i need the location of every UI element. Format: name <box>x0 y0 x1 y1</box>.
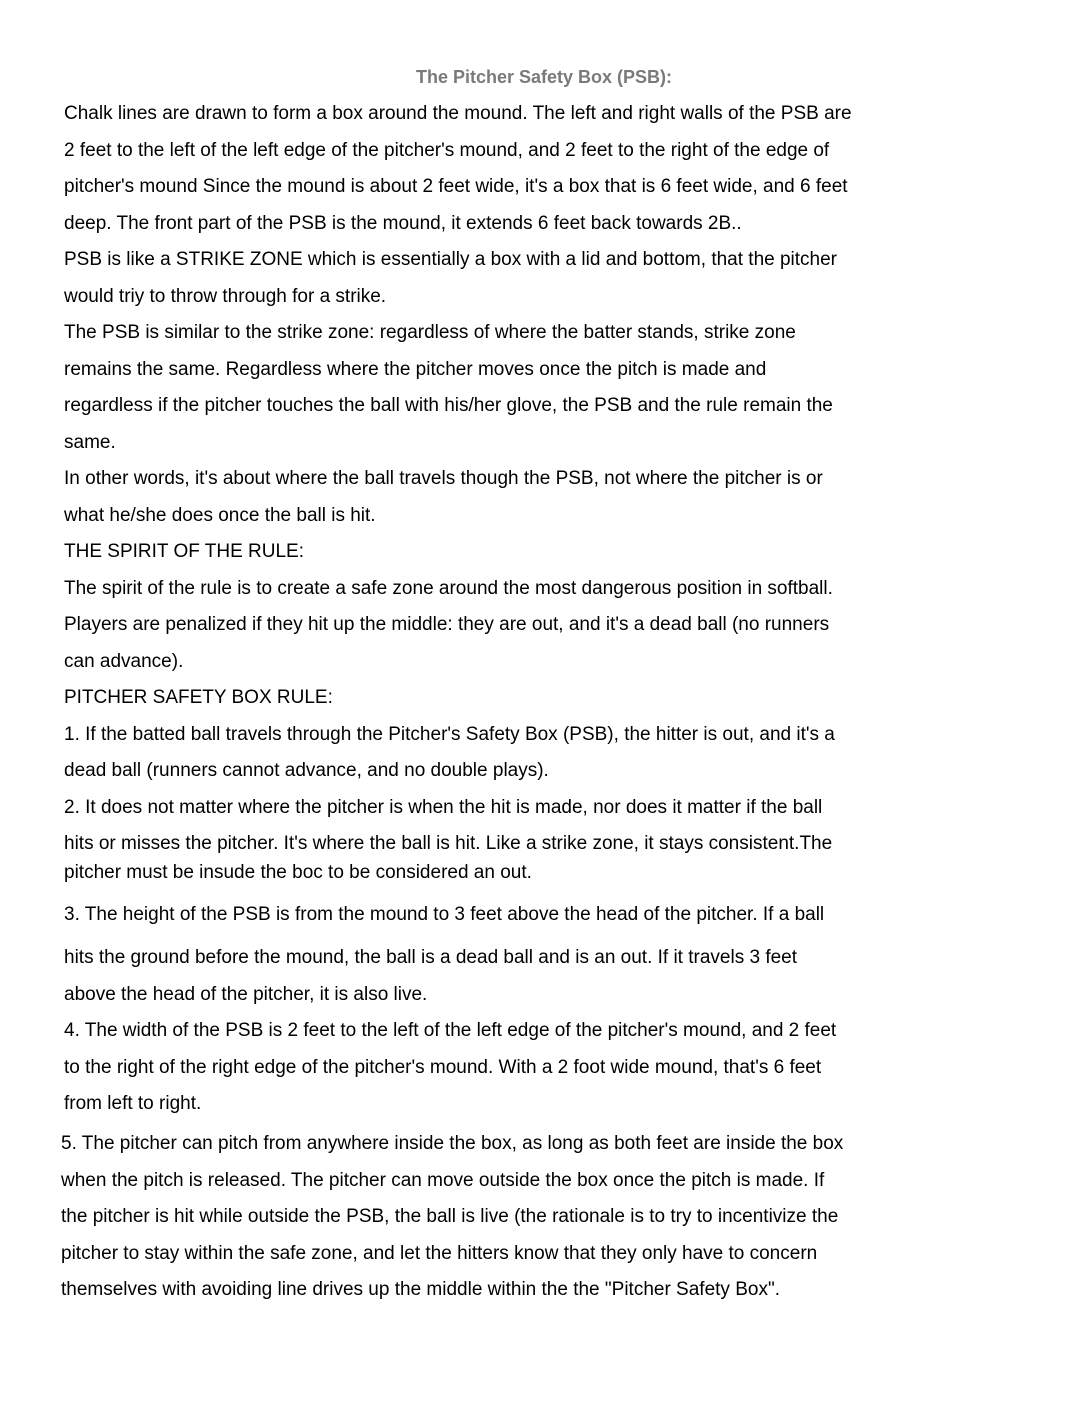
rule-5-block <box>61 1126 961 1309</box>
rule-4-line: 4. The width of the PSB is 2 feet to the left of the left edge of the pitcher's mound, and 2 feet <box>64 1020 837 1041</box>
rule-5-line: the pitcher is hit while outside the PSB, the ball is live (the rationale is to try to incentivize the <box>61 1206 839 1227</box>
rule-4-line: to the right of the right edge of the pitcher's mound. With a 2 foot wide mound, that's 6 feet <box>64 1056 822 1078</box>
rule-3-block <box>64 897 964 934</box>
intro-block <box>64 96 964 863</box>
text-line: same. <box>64 431 116 453</box>
rule-3-line: 3. The height of the PSB is from the mound to 3 feet above the head of the pitcher. If a ball <box>64 904 825 925</box>
rule-2-line: 2. It does not matter where the pitcher is when the hit is made, nor does it matter if the ball <box>64 796 823 818</box>
text-line: regardless if the pitcher touches the ball with his/her glove, the PSB and the rule remain the <box>64 395 833 416</box>
text-line: The PSB is similar to the strike zone: regardless of where the batter stands, strike zone <box>64 322 796 343</box>
text-line: pitcher's mound Since the mound is about 2 feet wide, it's a box that is 6 feet wide, and 6 feet <box>64 176 848 197</box>
rule-3-line: hits the ground before the mound, the ball is a dead ball and is an out. If it travels 3 feet <box>64 947 798 968</box>
rule-2-line: hits or misses the pitcher. It's where the ball is hit. Like a strike zone, it stays consistent.The <box>64 833 833 854</box>
rule-5-line: 5. The pitcher can pitch from anywhere inside the box, as long as both feet are inside the box <box>61 1133 844 1154</box>
text-line: remains the same. Regardless where the pitcher moves once the pitch is made and <box>64 358 767 380</box>
text-line: Chalk lines are drawn to form a box around the mound. The left and right walls of the PSB are <box>64 103 852 124</box>
rule-2-line: pitcher must be insude the boc to be considered an out. <box>64 862 532 883</box>
rule-2-end-block <box>64 861 964 885</box>
rule-3-line: above the head of the pitcher, it is also live. <box>64 983 428 1005</box>
text-line: deep. The front part of the PSB is the mound, it extends 6 feet back towards 2B.. <box>64 212 742 234</box>
rule-4-line: from left to right. <box>64 1093 202 1114</box>
text-line: In other words, it's about where the ball travels though the PSB, not where the pitcher is or <box>64 468 823 489</box>
text-line: The spirit of the rule is to create a safe zone around the most dangerous position in softball. <box>64 577 833 599</box>
rule-1-line: dead ball (runners cannot advance, and no double plays). <box>64 760 549 781</box>
text-line: Players are penalized if they hit up the middle: they are out, and it's a dead ball (no runners <box>64 614 830 635</box>
document-title: The Pitcher Safety Box (PSB): <box>415 67 673 87</box>
rule-5-line: themselves with avoiding line drives up the middle within the the "Pitcher Safety Box". <box>61 1279 780 1300</box>
rule-5-line: when the pitch is released. The pitcher can move outside the box once the pitch is made. If <box>61 1169 825 1191</box>
text-line: would triy to throw through for a strike. <box>64 285 387 307</box>
section-heading-spirit: THE SPIRIT OF THE RULE: <box>64 541 305 562</box>
text-line: can advance). <box>64 650 184 672</box>
text-line: PSB is like a STRIKE ZONE which is essentially a box with a lid and bottom, that the pitcher <box>64 249 838 270</box>
rule-5-line: pitcher to stay within the safe zone, and let the hitters know that they only have to concern <box>61 1242 818 1264</box>
rule-1-line: 1. If the batted ball travels through the Pitcher's Safety Box (PSB), the hitter is out, and it's a <box>64 723 835 745</box>
section-heading-rule: PITCHER SAFETY BOX RULE: <box>64 687 333 708</box>
text-line: what he/she does once the ball is hit. <box>64 504 376 526</box>
text-line: 2 feet to the left of the left edge of the pitcher's mound, and 2 feet to the right of the edge of <box>64 139 830 161</box>
rule-3-4-block <box>64 940 964 1123</box>
